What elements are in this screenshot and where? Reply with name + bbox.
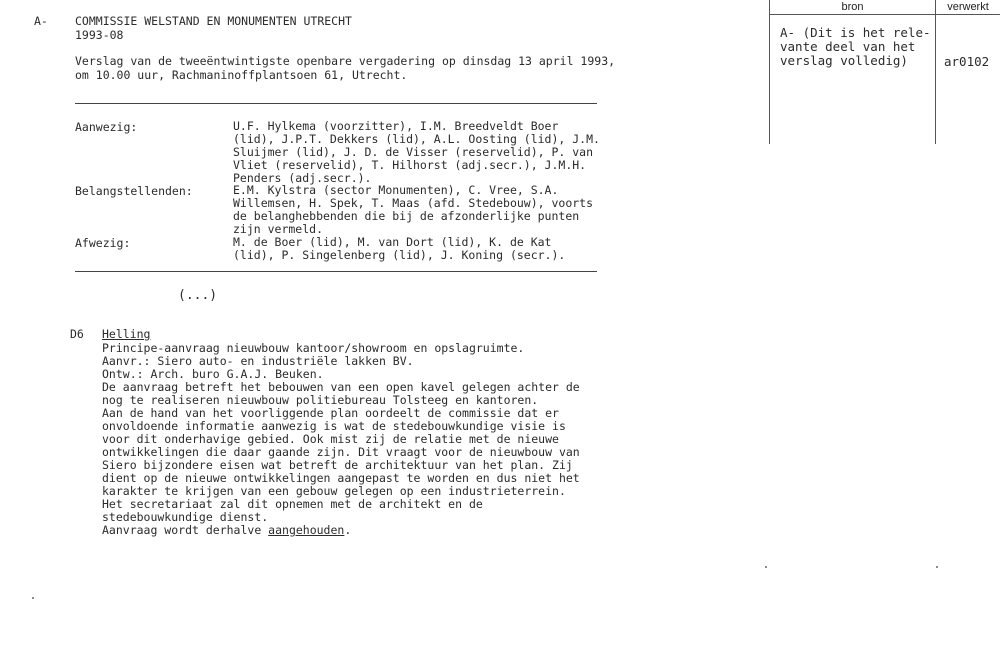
- column-header-verwerkt: verwerkt: [936, 0, 1000, 15]
- scan-speck: [32, 597, 34, 599]
- table-column-divider: [935, 0, 936, 144]
- report-line-1: Verslag van de tweeëntwintigste openbare vergadering op dinsdag 13 april 1993,: [75, 54, 616, 68]
- item-body-line: Aan de hand van het voorliggende plan oordeelt de commissie dat er: [102, 406, 559, 420]
- stakeholders-list: [233, 184, 613, 236]
- column-header-bron: bron: [770, 0, 935, 15]
- absent-line: (lid), P. Singelenberg (lid), J. Koning (secr.).: [233, 248, 566, 262]
- item-body-line: nog te realiseren nieuwbouw politiebureau Tolsteeg en kantoren.: [102, 393, 539, 407]
- item-decision-line: [102, 523, 351, 537]
- present-line: Vliet (reservelid), T. Hilhorst (adj.secr.), J.M.H.: [233, 158, 587, 172]
- item-body-line: Aanvr.: Siero auto- en industriële lakken BV.: [102, 354, 414, 368]
- item-body-line: dient op de nieuwe ontwikkelingen aangepast te worden en dus niet het: [102, 471, 580, 485]
- meeting-number: 1993-08: [75, 28, 124, 42]
- bron-note: [780, 26, 931, 68]
- item-body-line: De aanvraag betreft het bebouwen van een open kavel gelegen achter de: [102, 380, 580, 394]
- item-body-line: voor dit onderhavige gebied. Ook mist zij de relatie met de nieuwe: [102, 432, 559, 446]
- table-left-border: [769, 0, 770, 144]
- present-list: [233, 120, 613, 185]
- omission-marker: (...): [178, 288, 218, 303]
- report-line-2: om 10.00 uur, Rachmaninoffplantsoen 61, Utrecht.: [75, 68, 408, 82]
- item-body-line: onvoldoende informatie aanwezig is wat de stedebouwkundige visie is: [102, 419, 566, 433]
- present-line: Penders (adj.secr.).: [233, 171, 372, 185]
- divider-top: [75, 103, 597, 104]
- absent-label: Afwezig:: [75, 236, 131, 250]
- item-body-line: Principe-aanvraag nieuwbouw kantoor/showroom en opslagruimte.: [102, 341, 525, 355]
- absent-line: M. de Boer (lid), M. van Dort (lid), K. de Kat: [233, 235, 552, 249]
- commission-title: COMMISSIE WELSTAND EN MONUMENTEN UTRECHT: [75, 14, 352, 28]
- present-line: U.F. Hylkema (voorzitter), I.M. Breedveldt Boer: [233, 119, 559, 133]
- stakeholders-line: Willemsen, H. Spek, T. Maas (afd. Stedebouw), voorts: [233, 196, 594, 210]
- stakeholders-line: zijn vermeld.: [233, 222, 324, 236]
- item-code: D6: [70, 327, 84, 341]
- bron-note-line: A- (Dit is het rele-: [780, 25, 931, 40]
- section-marker: A-: [34, 14, 48, 28]
- item-body-line: ontwikkelingen die daar gaande zijn. Dit vraagt voor de nieuwbouw van: [102, 445, 580, 459]
- decision-value: aangehouden: [268, 523, 345, 537]
- item-title: Helling: [102, 327, 151, 341]
- stakeholders-label: Belangstellenden:: [75, 184, 193, 198]
- stakeholders-line: E.M. Kylstra (sector Monumenten), C. Vree, S.A.: [233, 183, 559, 197]
- decision-suffix: .: [344, 523, 352, 537]
- present-label: Aanwezig:: [75, 120, 138, 134]
- present-line: (lid), J.P.T. Dekkers (lid), A.L. Oosting (lid), J.M.: [233, 132, 600, 146]
- item-body-line: Siero bijzondere eisen wat betreft de architektuur van het plan. Zij: [102, 458, 573, 472]
- absent-list: [233, 236, 613, 262]
- scan-speck: [765, 566, 767, 568]
- bron-note-line: vante deel van het: [780, 39, 916, 54]
- item-body-line: Ontw.: Arch. buro G.A.J. Beuken.: [102, 367, 324, 381]
- item-body-line: Het secretariaat zal dit opnemen met de architekt en de: [102, 497, 483, 511]
- stakeholders-line: de belanghebbenden die bij de afzonderlijke punten: [233, 209, 580, 223]
- item-body-line: stedebouwkundige dienst.: [102, 510, 269, 524]
- decision-prefix: Aanvraag wordt derhalve: [102, 523, 269, 537]
- bron-note-line: verslag volledig): [780, 53, 908, 68]
- verwerkt-code: ar0102: [944, 54, 990, 69]
- item-body-line: karakter te krijgen van een gebouw gelegen op een industrieterrein.: [102, 484, 566, 498]
- scan-speck: [936, 566, 938, 568]
- present-line: Sluijmer (lid), J. D. de Visser (reservelid), P. van: [233, 145, 594, 159]
- divider-bottom: [75, 271, 597, 272]
